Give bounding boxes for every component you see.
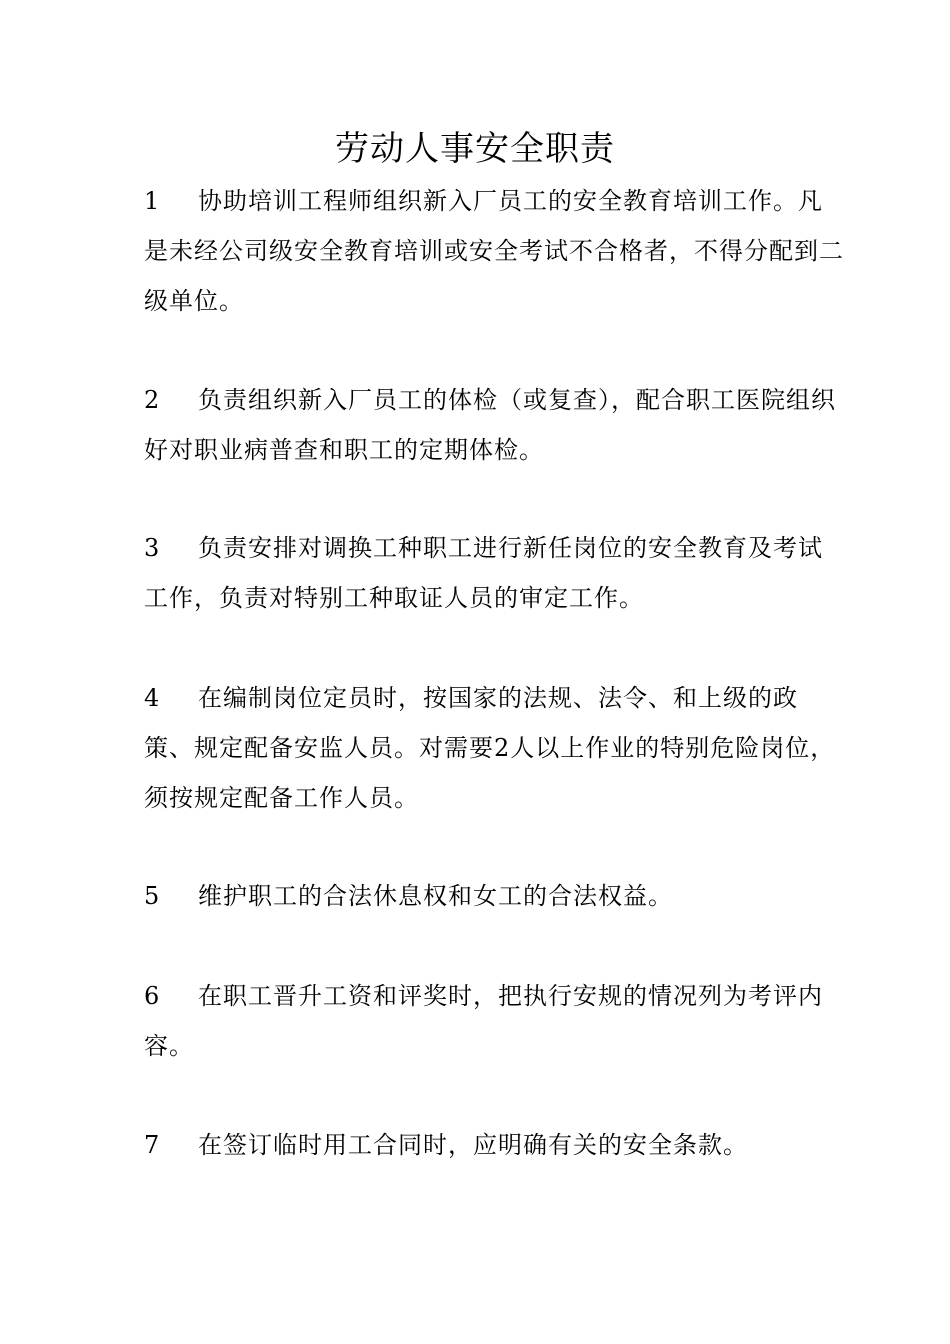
item-text: 协助培训工程师组织新入厂员工的安全教育培训工作。凡是未经公司级安全教育培训或安全考试不合格者，不得分配到二级单位。 bbox=[144, 187, 844, 315]
list-item bbox=[144, 1120, 844, 1170]
item-text: 负责组织新入厂员工的体检（或复查），配合职工医院组织好对职业病普查和职工的定期体检。 bbox=[144, 386, 836, 464]
item-number: 3 bbox=[144, 534, 161, 562]
item-text: 维护职工的合法休息权和女工的合法权益。 bbox=[198, 882, 673, 910]
item-text: 负责安排对调换工种职工进行新任岗位的安全教育及考试工作，负责对特别工种取证人员的审定工作。 bbox=[144, 534, 823, 612]
item-number: 4 bbox=[144, 684, 161, 712]
list-item bbox=[144, 871, 844, 921]
list-item bbox=[144, 523, 844, 623]
item-text: 在签订临时用工合同时，应明确有关的安全条款。 bbox=[198, 1131, 748, 1159]
item-text: 在编制岗位定员时，按国家的法规、法令、和上级的政策、规定配备安监人员。对需要2人以上作业的特别危险岗位，须按规定配备工作人员。 bbox=[144, 684, 836, 812]
item-number: 1 bbox=[144, 187, 161, 215]
list-item bbox=[144, 176, 844, 326]
list-item bbox=[144, 971, 844, 1071]
item-number: 7 bbox=[144, 1131, 161, 1159]
item-number: 2 bbox=[144, 386, 161, 414]
list-item bbox=[144, 673, 844, 823]
item-number: 5 bbox=[144, 882, 161, 910]
list-item bbox=[144, 375, 844, 475]
item-text: 在职工晋升工资和评奖时，把执行安规的情况列为考评内容。 bbox=[144, 982, 823, 1060]
item-number: 6 bbox=[144, 982, 161, 1010]
document-title: 劳动人事安全职责 bbox=[335, 129, 615, 169]
